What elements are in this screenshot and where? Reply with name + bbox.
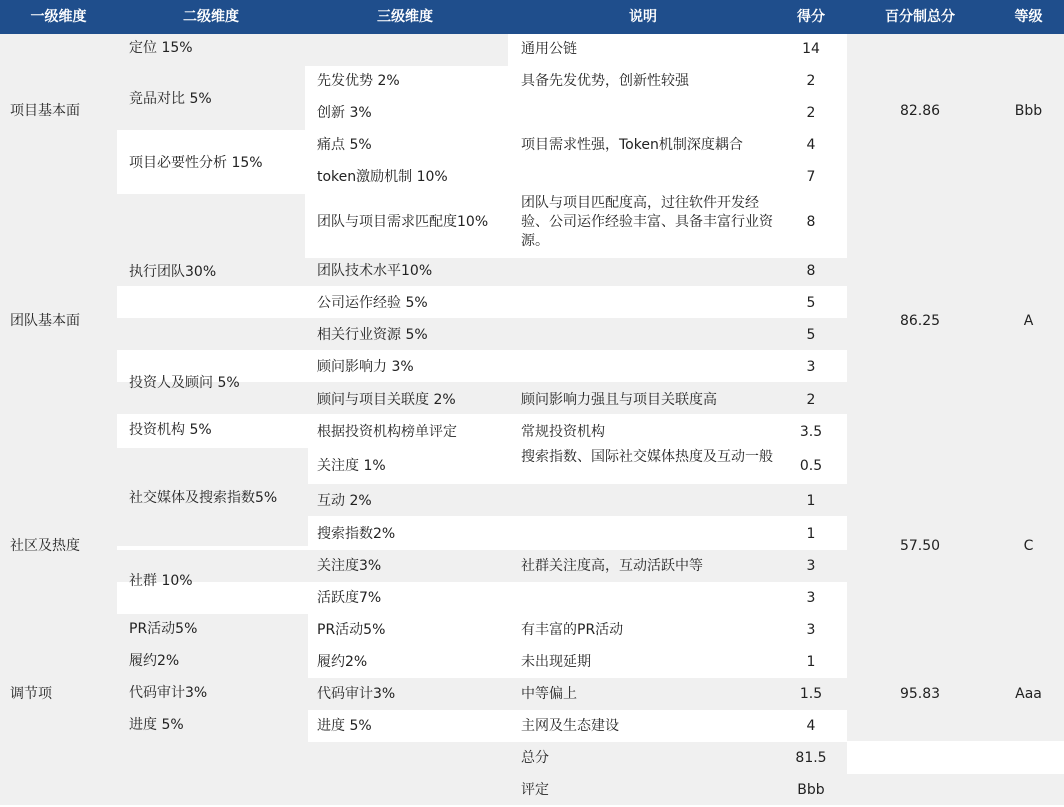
score-cell: 3	[806, 558, 816, 574]
level3-cell: 创新 3%	[317, 105, 372, 121]
row-bg	[117, 318, 847, 350]
score-cell: 1	[806, 654, 816, 670]
level3-cell: 搜索指数2%	[317, 526, 396, 542]
score-cell: 2	[806, 73, 816, 89]
level3-cell: 履约2%	[317, 654, 368, 670]
percent-total-cell: 82.86	[899, 103, 941, 119]
level2-cell: PR活动5%	[129, 621, 198, 637]
score-cell: 3	[806, 359, 816, 375]
level2-cell: 投资人及顾问 5%	[129, 375, 240, 391]
level2-cell: 代码审计3%	[129, 685, 208, 701]
description-cell: 团队与项目匹配度高，过往软件开发经验、公司运作经验丰富、具备丰富行业资源。	[521, 195, 773, 249]
level3-cell: 代码审计3%	[317, 686, 396, 702]
header-score: 得分	[797, 9, 825, 25]
description-cell: 主网及生态建设	[521, 718, 619, 734]
level3-cell: 团队技术水平10%	[317, 263, 433, 279]
description-cell: 顾问影响力强且与项目关联度高	[521, 392, 717, 408]
score-cell: 2	[806, 392, 816, 408]
summary-label: 总分	[521, 750, 549, 766]
header-level3: 三级维度	[377, 9, 433, 25]
description-cell: 通用公链	[521, 41, 577, 57]
level3-cell: 互动 2%	[317, 493, 372, 509]
summary-value: Bbb	[797, 782, 825, 798]
row-bg	[117, 678, 847, 710]
level3-cell: 相关行业资源 5%	[317, 327, 428, 343]
score-cell: 5	[806, 327, 816, 343]
level1-cell: 项目基本面	[10, 103, 80, 119]
description-cell: 中等偏上	[521, 686, 577, 702]
level3-cell: 公司运作经验 5%	[317, 295, 428, 311]
grade-cell: Aaa	[1015, 686, 1042, 702]
level2-cell: 社群 10%	[129, 573, 193, 589]
header-level1: 一级维度	[30, 9, 87, 25]
score-cell: 5	[806, 295, 816, 311]
description-cell: 常规投资机构	[521, 424, 605, 440]
grade-cell: Bbb	[1014, 103, 1043, 119]
score-cell: 0.5	[799, 458, 823, 474]
grade-cell: C	[1023, 538, 1034, 554]
score-cell: 3	[806, 590, 816, 606]
percent-total-cell: 86.25	[899, 313, 941, 329]
grade-cell: A	[1023, 313, 1034, 329]
row-bg	[117, 550, 847, 582]
level2-cell: 履约2%	[129, 653, 180, 669]
score-cell: 3.5	[799, 424, 823, 440]
level2-cell: 投资机构 5%	[129, 422, 212, 438]
score-cell: 4	[806, 718, 816, 734]
header-percent-total: 百分制总分	[885, 9, 955, 25]
level3-cell: 先发优势 2%	[317, 73, 400, 89]
level3-cell: 痛点 5%	[317, 137, 372, 153]
row-bg	[117, 194, 305, 258]
level2-cell: 进度 5%	[129, 717, 184, 733]
level3-cell: PR活动5%	[317, 622, 386, 638]
score-cell: 7	[806, 169, 816, 185]
description-cell: 具备先发优势，创新性较强	[521, 73, 689, 89]
score-cell: 2	[806, 105, 816, 121]
header-grade: 等级	[1014, 9, 1043, 25]
table-header	[0, 0, 1064, 34]
description-cell: 搜索指数、国际社交媒体热度及互动一般	[521, 449, 773, 465]
level2-cell: 执行团队30%	[129, 264, 217, 280]
score-cell: 14	[802, 41, 820, 57]
level1-cell: 调节项	[10, 686, 52, 702]
level3-cell: 团队与项目需求匹配度10%	[317, 214, 489, 230]
score-cell: 3	[806, 622, 816, 638]
level3-cell: 顾问与项目关联度 2%	[317, 392, 456, 408]
level2-cell: 社交媒体及搜索指数5%	[129, 490, 278, 506]
row-bg	[117, 742, 847, 774]
description-cell: 社群关注度高，互动活跃中等	[521, 558, 703, 574]
level1-cell: 社区及热度	[10, 538, 80, 554]
level2-cell: 竞品对比 5%	[129, 91, 212, 107]
level3-cell: 关注度3%	[317, 558, 382, 574]
level1-cell: 团队基本面	[10, 313, 80, 329]
level3-cell: 顾问影响力 3%	[317, 359, 414, 375]
score-cell: 1	[806, 526, 816, 542]
level2-cell: 定位 15%	[129, 40, 193, 56]
level3-cell: 关注度 1%	[317, 458, 386, 474]
description-cell: 项目需求性强，Token机制深度耦合	[521, 137, 743, 153]
score-cell: 8	[806, 263, 816, 279]
level3-cell: 活跃度7%	[317, 590, 382, 606]
score-cell: 1	[806, 493, 816, 509]
percent-total-cell: 57.50	[899, 538, 941, 554]
row-bg	[117, 258, 847, 286]
score-cell: 1.5	[799, 686, 823, 702]
level3-cell: 进度 5%	[317, 718, 372, 734]
level2-cell: 项目必要性分析 15%	[129, 155, 263, 171]
percent-total-cell: 95.83	[899, 686, 941, 702]
header-level2: 二级维度	[183, 9, 239, 25]
header-description: 说明	[629, 9, 657, 25]
description-cell: 未出现延期	[521, 654, 591, 670]
description-cell: 有丰富的PR活动	[521, 622, 624, 638]
level3-cell: 根据投资机构榜单评定	[317, 424, 457, 440]
summary-label: 评定	[521, 782, 549, 798]
score-cell: 4	[806, 137, 816, 153]
total-column-bg	[847, 34, 1064, 741]
summary-value: 81.5	[795, 750, 827, 766]
score-cell: 8	[806, 214, 816, 230]
level3-cell: token激励机制 10%	[317, 169, 448, 185]
